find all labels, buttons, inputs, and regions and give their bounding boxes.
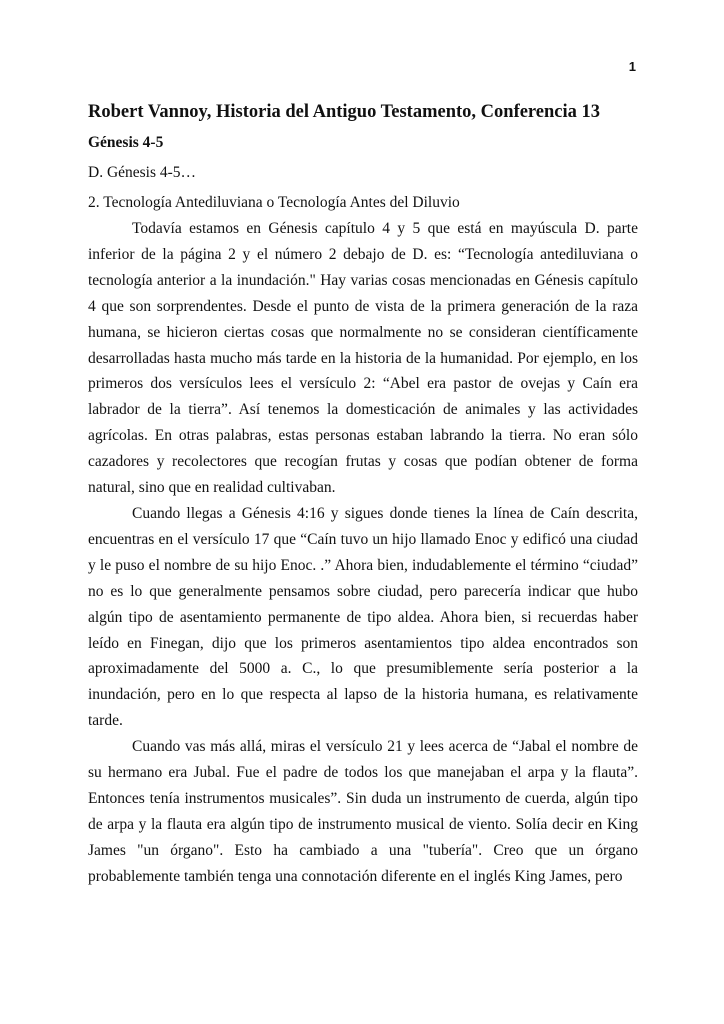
document-subtitle: Génesis 4-5 <box>88 134 164 151</box>
paragraph: Cuando vas más allá, miras el versículo 21 y lees acerca de “Jabal el nombre de su hermano era Jubal. Fue el padre de todos los que manejaban el arpa y la flauta”. Entonces tenía instrumentos musicales”. Sin duda un instrumento de cuerda, algún tipo de arpa y la flauta era algún tipo de instrumento musical de viento. Solía decir en King James "un órgano". Esto ha cambiado a una "tubería". Creo que un órgano probablemente también tenga una connotación diferente en el inglés King James, pero <box>88 738 638 885</box>
document-body <box>88 98 638 890</box>
paragraph: Cuando llegas a Génesis 4:16 y sigues donde tienes la línea de Caín descrita, encuentras en el versículo 17 que “Caín tuvo un hijo llamado Enoc y edificó una ciudad y le puso el nombre de su hijo Enoc. .” Ahora bien, indudablemente el término “ciudad” no es lo que generalmente pensamos sobre ciudad, pero parecería indicar que hubo algún tipo de asentamiento permanente de tipo aldea. Ahora bien, si recuerdas haber leído en Finegan, dijo que los primeros asentamientos tipo aldea encontrados son aproximadamente del 5000 a. C., lo que presumiblemente sería posterior a la inundación, pero en lo que respecta al lapso de la historia humana, es relativamente tarde. <box>88 504 638 730</box>
page-number: 1 <box>628 59 636 74</box>
subsection-heading: 2. Tecnología Antediluviana o Tecnología Antes del Diluvio <box>88 194 460 211</box>
paragraph: Todavía estamos en Génesis capítulo 4 y 5 que está en mayúscula D. parte inferior de la página 2 y el número 2 debajo de D. es: “Tecnología antediluviana o tecnología anterior a la inundación." Hay varias cosas mencionadas en Génesis capítulo 4 que son sorprendentes. Desde el punto de vista de la primera generación de la raza humana, se hicieron ciertas cosas que normalmente no se consideran científicamente desarrolladas hasta mucho más tarde en la historia de la humanidad. Por ejemplo, en los primeros dos versículos lees el versículo 2: “Abel era pastor de ovejas y Caín era labrador de la tierra”. Así tenemos la domesticación de animales y las actividades agrícolas. En otras palabras, estas personas estaban labrando la tierra. No eran sólo cazadores y recolectores que recogían frutas y cosas que podían obtener de forma natural, sino que en realidad cultivaban. <box>88 220 638 497</box>
document-title: Robert Vannoy, Historia del Antiguo Testamento, Conferencia 13 <box>88 102 601 122</box>
section-heading: D. Génesis 4-5… <box>88 164 197 181</box>
